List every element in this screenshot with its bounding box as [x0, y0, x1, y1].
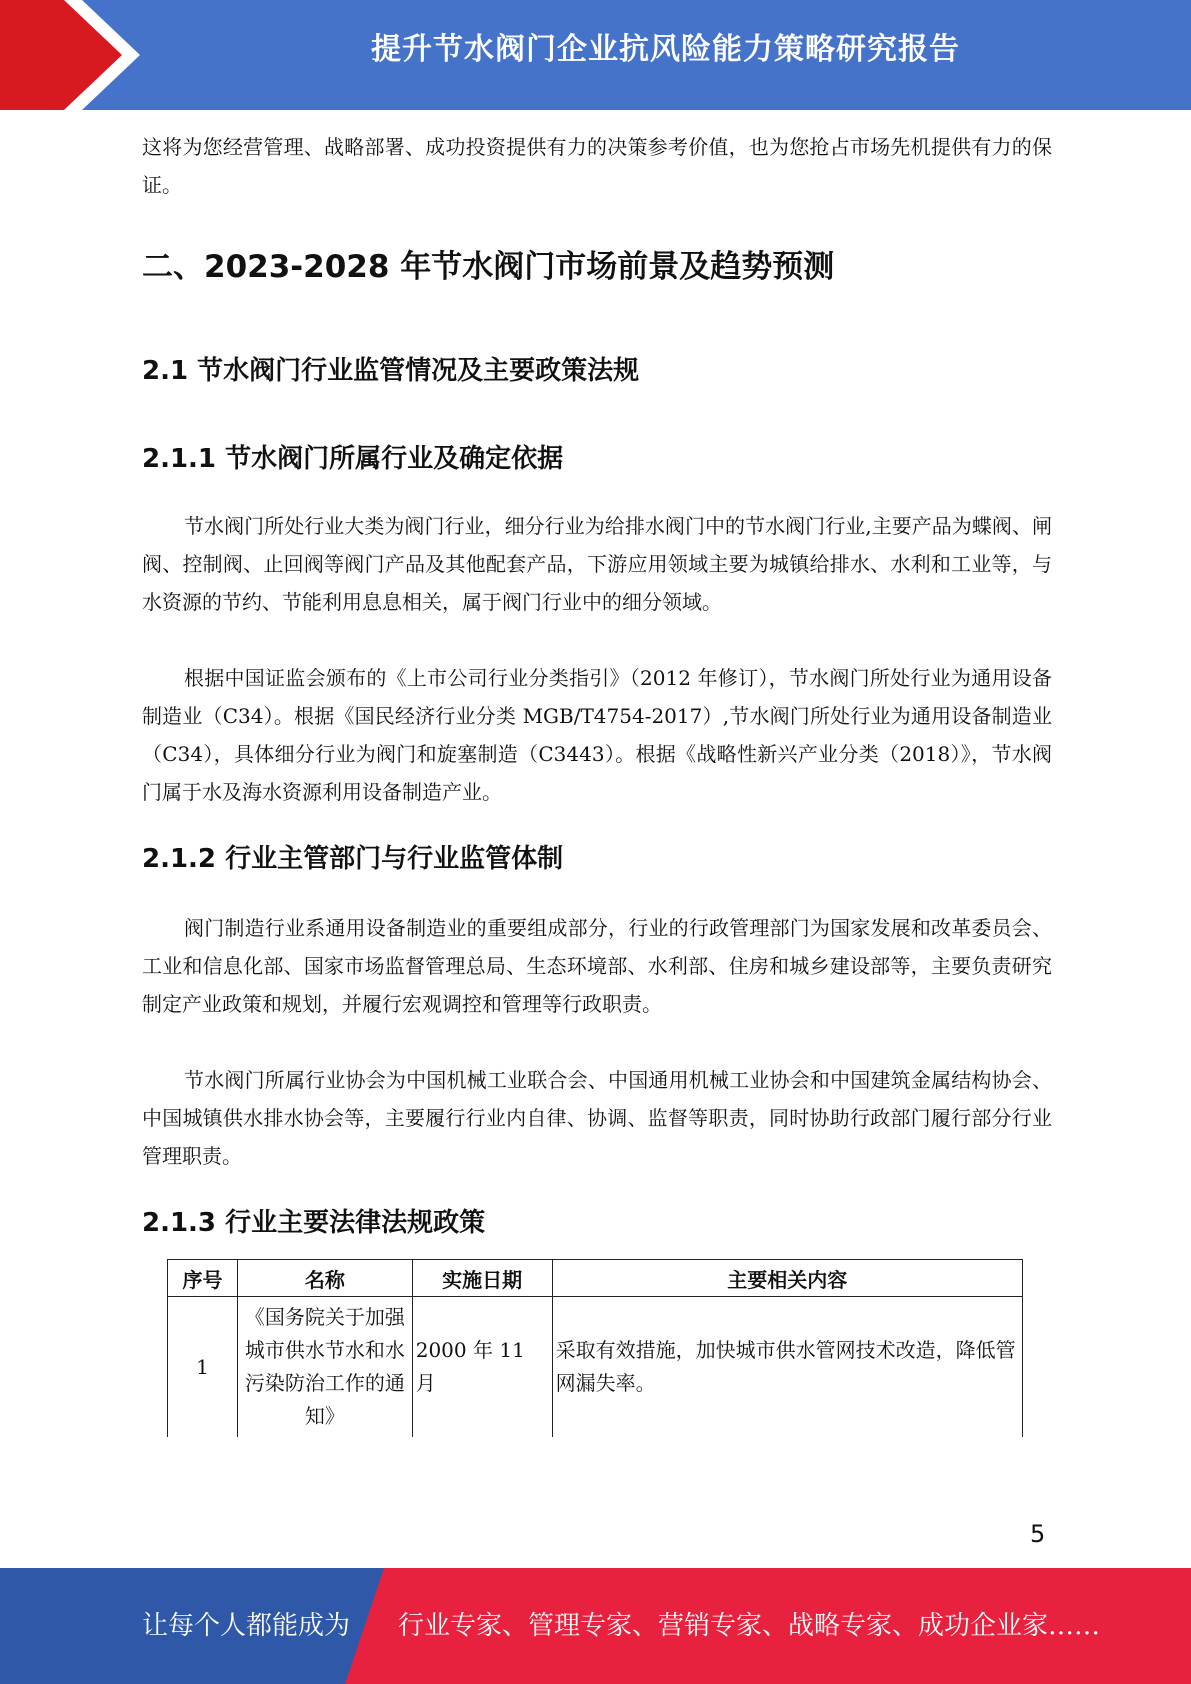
header-no: 序号	[168, 1260, 238, 1297]
page-content	[142, 128, 1052, 1437]
row-no: 1	[168, 1297, 238, 1438]
header-date: 实施日期	[412, 1260, 552, 1297]
header-name: 名称	[237, 1260, 412, 1297]
subsection-heading-2-1-2: 2.1.2 行业主管部门与行业监管体制	[142, 844, 564, 874]
subsection-heading-2-1-1: 2.1.1 节水阀门所属行业及确定依据	[142, 444, 564, 474]
report-title: 提升节水阀门企业抗风险能力策略研究报告	[371, 32, 960, 67]
subsection-heading-2-1-3: 2.1.3 行业主要法律法规政策	[142, 1208, 486, 1238]
policy-table	[167, 1259, 1023, 1437]
page-number: 5	[1030, 1520, 1046, 1548]
paragraph-associations: 节水阀门所属行业协会为中国机械工业联合会、中国通用机械工业协会和中国建筑金属结构协会、中国城镇供水排水协会等，主要履行行业内自律、协调、监督等职责，同时协助行政部门履行部分行业管理职责。	[142, 1068, 1052, 1168]
row-name: 《国务院关于加强城市供水节水和水污染防治工作的通知》	[237, 1297, 412, 1438]
page-header	[0, 0, 1191, 110]
row-date: 2000 年 11 月	[412, 1297, 552, 1438]
subsection-heading-2-1: 2.1 节水阀门行业监管情况及主要政策法规	[142, 356, 640, 386]
row-content: 采取有效措施，加快城市供水管网技术改造，降低管网漏失率。	[552, 1297, 1022, 1438]
intro-paragraph: 这将为您经营管理、战略部署、成功投资提供有力的决策参考价值，也为您抢占市场先机提供有力的保证。	[142, 135, 1052, 197]
header-arrow-flag	[0, 0, 160, 110]
table-header-row	[168, 1260, 1023, 1297]
page-footer	[0, 1568, 1191, 1684]
header-content: 主要相关内容	[552, 1260, 1022, 1297]
table-row	[168, 1297, 1023, 1438]
paragraph-classification-basis: 根据中国证监会颁布的《上市公司行业分类指引》（2012 年修订），节水阀门所处行业为通用设备制造业（C34）。根据《国民经济行业分类 MGB/T4754-2017）,节水阀门所处行业为通用设备制造业（C34），具体细分行业为阀门和旋塞制造（C3443）。根据《战略性新兴产业分类（2018）》，节水阀门属于水及海水资源利用设备制造产业。	[142, 666, 1052, 804]
paragraph-industry-classification: 节水阀门所处行业大类为阀门行业，细分行业为给排水阀门中的节水阀门行业,主要产品为蝶阀、闸阀、控制阀、止回阀等阀门产品及其他配套产品，下游应用领域主要为城镇给排水、水利和工业等，与水资源的节约、节能利用息息相关，属于阀门行业中的细分领域。	[142, 514, 1052, 614]
section-heading: 二、2023-2028 年节水阀门市场前景及趋势预测	[142, 249, 835, 285]
paragraph-regulators: 阀门制造行业系通用设备制造业的重要组成部分，行业的行政管理部门为国家发展和改革委员会、工业和信息化部、国家市场监督管理总局、生态环境部、水利部、住房和城乡建设部等，主要负责研究制定产业政策和规划，并履行宏观调控和管理等行政职责。	[142, 916, 1052, 1016]
footer-slogan-left: 让每个人都能成为	[142, 1611, 351, 1641]
footer-slogan-right: 行业专家、管理专家、营销专家、战略专家、成功企业家……	[398, 1611, 1101, 1641]
